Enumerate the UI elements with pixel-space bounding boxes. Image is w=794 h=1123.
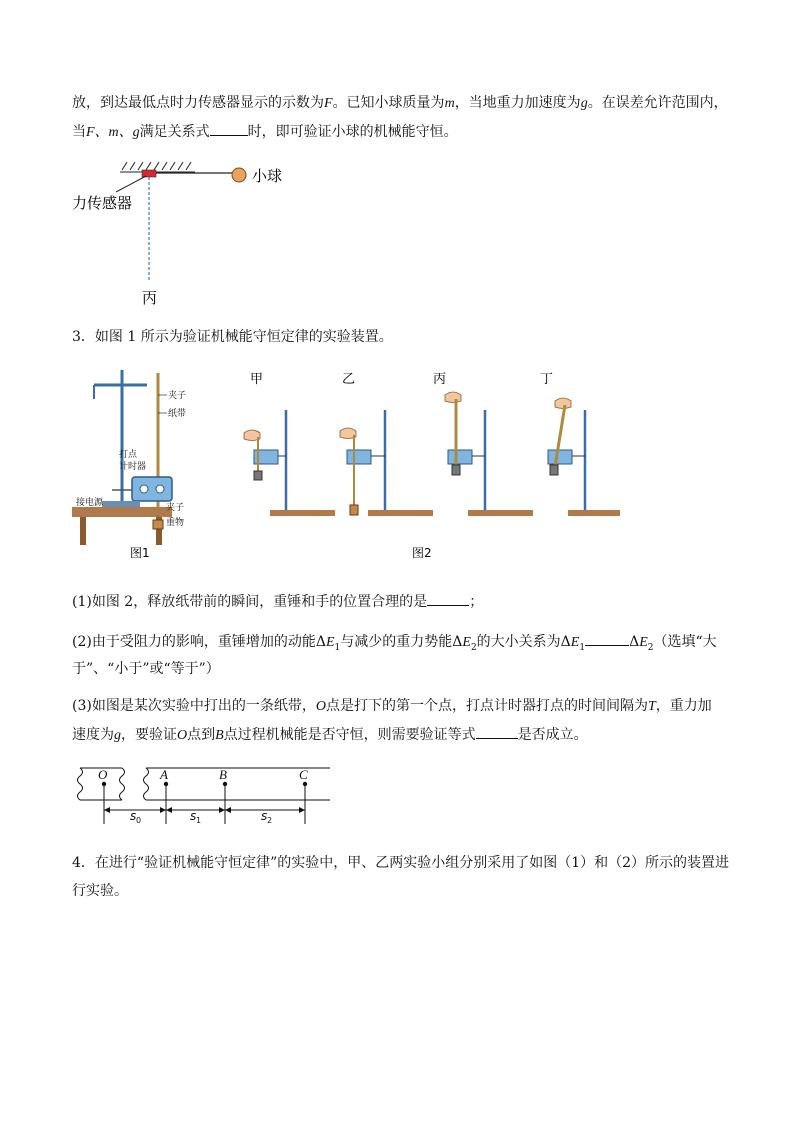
- fig2-label: 乙: [342, 372, 356, 387]
- fig1-label-tape: 纸带: [168, 409, 187, 419]
- var-T: T: [647, 699, 656, 714]
- text: ，要验证: [121, 727, 177, 743]
- fig2-panel-ding: [540, 372, 620, 516]
- text: 满足关系式: [139, 124, 210, 140]
- fig1-caption: 图1: [130, 546, 150, 560]
- tape-dot: [223, 782, 227, 786]
- fig1-label-weight: 重物: [166, 518, 185, 528]
- var-g: g: [114, 728, 121, 743]
- fig1-label-clip-bottom: 夹子: [166, 503, 185, 513]
- span-sub: 0: [136, 816, 142, 825]
- fig1-label-power: 接电源: [76, 498, 104, 508]
- pendulum-figure: [70, 150, 320, 310]
- q2-line-1: [72, 93, 728, 114]
- fig2-panel-yi: [340, 372, 433, 516]
- sensor-label: 力传感器: [72, 194, 133, 212]
- text: 。已知小球质量为: [332, 95, 445, 111]
- sensor-leader: [116, 176, 146, 192]
- force-sensor: [142, 170, 156, 177]
- answer-blank[interactable]: [210, 121, 248, 136]
- vars: F、m、g: [86, 125, 140, 140]
- q3-stem: 3．如图 1 所示为验证机械能守恒定律的实验装置。: [72, 329, 393, 345]
- fig2-hand-positions: [240, 365, 620, 565]
- tape-point-label: B: [219, 767, 227, 782]
- span-label: s: [261, 809, 268, 823]
- ball: [232, 168, 246, 182]
- text: ，重力加: [655, 698, 712, 714]
- var-O: O: [177, 728, 188, 743]
- tape-dot: [164, 782, 168, 786]
- text: 时，即可验证小球的机械能守恒。: [247, 124, 458, 140]
- fig2-panel-bing: [433, 372, 533, 516]
- text: 的大小关系为Δ: [476, 634, 571, 650]
- fig2-caption: 图2: [412, 546, 432, 560]
- sub: 2: [470, 642, 477, 653]
- text: 放，到达最低点时力传感器显示的示数为: [72, 95, 324, 111]
- ceiling-hatch: [120, 162, 195, 172]
- text: 。在误差允许范围内，: [587, 95, 728, 111]
- text: (3)如图是某次实验中打出的一条纸带，: [72, 698, 316, 714]
- q4-line-2: 行实验。: [72, 883, 128, 899]
- answer-blank[interactable]: [476, 724, 518, 739]
- text: Δ: [629, 634, 640, 650]
- text: ；: [469, 594, 484, 610]
- fig1-label-timer-2: 计时器: [119, 462, 147, 472]
- text: 是否成立。: [517, 727, 588, 743]
- q4-line-1: 4．在进行“验证机械能守恒定律”的实验中，甲、乙两实验小组分别采用了如图（1）和（2）所示的装置进: [72, 855, 730, 871]
- tape-dot: [303, 782, 307, 786]
- tape-point-label: O: [98, 767, 108, 782]
- answer-blank[interactable]: [585, 631, 629, 646]
- span-sub: 1: [196, 816, 202, 825]
- fig1-apparatus: [72, 365, 222, 565]
- fig2-label: 甲: [250, 372, 264, 387]
- var-g: g: [580, 96, 588, 111]
- q3-part3-line2: [72, 724, 722, 746]
- sub: 2: [647, 642, 654, 653]
- tape-dot: [102, 782, 106, 786]
- paper-tape-figure: [72, 760, 342, 830]
- text: 当: [72, 124, 86, 140]
- q3-part2-line1: [72, 631, 722, 658]
- tape-point-label: A: [160, 767, 168, 782]
- text: 速度为: [72, 727, 114, 743]
- var-E: E: [462, 635, 471, 650]
- text: 点到: [187, 727, 216, 743]
- text: ，当地重力加速度为: [454, 95, 581, 111]
- text: (1)如图 2，释放纸带前的瞬间，重锤和手的位置合理的是: [72, 594, 428, 610]
- figure-caption: 丙: [142, 289, 158, 307]
- text: 点是打下的第一个点，打点计时器打点的时间间隔为: [325, 698, 648, 714]
- q3-part3-line1: [72, 696, 722, 717]
- text: （选填“大: [653, 634, 717, 650]
- q3-part1: [72, 591, 722, 612]
- fig1-label-clip-top: 夹子: [168, 391, 187, 401]
- ball-label: 小球: [252, 167, 283, 185]
- var-F: F: [324, 96, 333, 111]
- var-E: E: [570, 635, 580, 650]
- q3-part2-line2: 于”、“小于”或“等于”）: [72, 661, 220, 677]
- var-E: E: [639, 635, 648, 650]
- fig1-label-timer-1: 打点: [119, 450, 138, 460]
- span-sub: 2: [267, 816, 273, 825]
- text: 与减少的重力势能Δ: [340, 634, 463, 650]
- var-B: B: [215, 728, 224, 743]
- sub: 1: [334, 642, 341, 653]
- tape-point-label: C: [299, 767, 308, 782]
- sub: 1: [579, 642, 586, 653]
- q2-line-2: [72, 121, 722, 143]
- fig2-panel-jia: [244, 372, 335, 516]
- text: 点过程机械能是否守恒，则需要验证等式: [223, 727, 476, 743]
- span-label: s: [130, 809, 137, 823]
- span-label: s: [190, 809, 197, 823]
- fig2-label: 丙: [433, 372, 447, 387]
- var-m: m: [444, 96, 455, 111]
- fig2-label: 丁: [540, 372, 554, 387]
- answer-blank[interactable]: [427, 591, 469, 606]
- var-E: E: [325, 635, 335, 650]
- text: (2)由于受阻力的影响，重锤增加的动能Δ: [72, 634, 326, 650]
- var-O: O: [315, 699, 326, 714]
